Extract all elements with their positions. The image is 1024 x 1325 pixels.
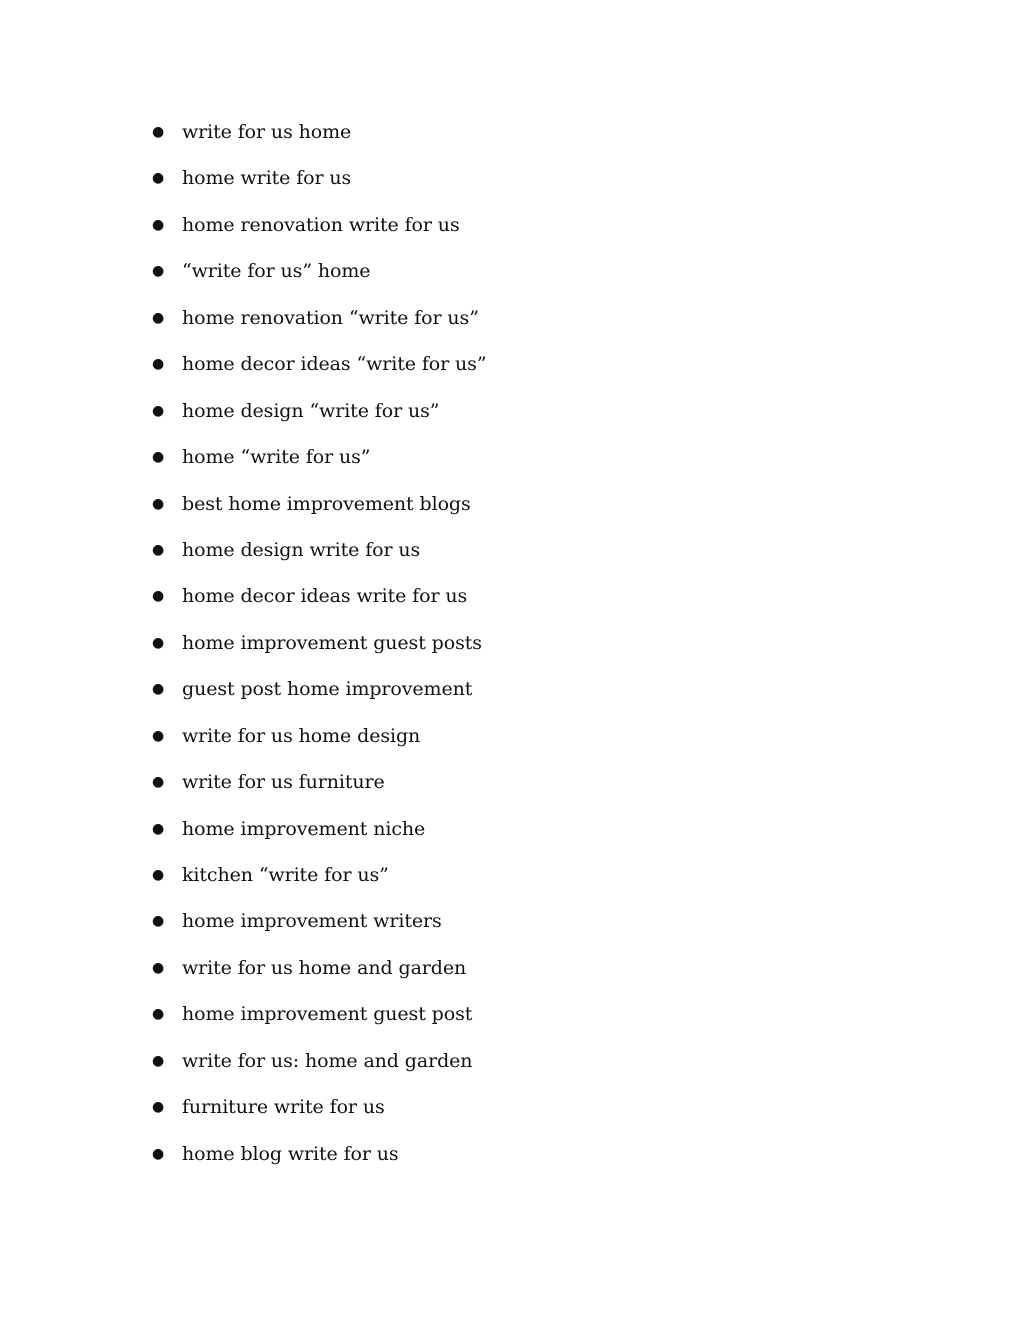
list-item-text: home design “write for us” bbox=[182, 399, 440, 422]
list-item bbox=[150, 304, 850, 350]
list-item-text: home improvement guest post bbox=[182, 1003, 473, 1026]
list-item-text: “write for us” home bbox=[182, 260, 371, 283]
bullet-icon: ● bbox=[152, 263, 165, 280]
list-item bbox=[150, 582, 850, 628]
bullet-icon: ● bbox=[152, 402, 165, 419]
list-item-text: home improvement writers bbox=[182, 910, 442, 933]
list-item bbox=[150, 490, 850, 536]
list-item-text: home write for us bbox=[182, 167, 352, 190]
list-item-text: home renovation write for us bbox=[182, 213, 460, 236]
list-item-text: home “write for us” bbox=[182, 446, 371, 469]
list-item-text: best home improvement blogs bbox=[182, 492, 471, 515]
list-item-text: home blog write for us bbox=[182, 1142, 399, 1165]
list-item-text: write for us: home and garden bbox=[182, 1049, 473, 1072]
list-item bbox=[150, 1140, 850, 1186]
bullet-icon: ● bbox=[152, 634, 165, 651]
bullet-icon: ● bbox=[152, 681, 165, 698]
list-item-text: home design write for us bbox=[182, 538, 421, 561]
list-item bbox=[150, 722, 850, 768]
bullet-icon: ● bbox=[152, 495, 165, 512]
list-item-text: guest post home improvement bbox=[182, 678, 473, 701]
bullet-icon: ● bbox=[152, 216, 165, 233]
bullet-icon: ● bbox=[152, 1006, 165, 1023]
list-item bbox=[150, 675, 850, 721]
list-item bbox=[150, 443, 850, 489]
list-item-text: home decor ideas write for us bbox=[182, 585, 468, 608]
bullet-icon: ● bbox=[152, 1099, 165, 1116]
list-item bbox=[150, 164, 850, 210]
list-item-text: write for us furniture bbox=[182, 771, 385, 794]
list-item bbox=[150, 1047, 850, 1093]
bullet-icon: ● bbox=[152, 170, 165, 187]
list-item bbox=[150, 1093, 850, 1139]
list-item-text: home improvement guest posts bbox=[182, 631, 482, 654]
list-item bbox=[150, 536, 850, 582]
list-item bbox=[150, 815, 850, 861]
bullet-icon: ● bbox=[152, 541, 165, 558]
bullet-icon: ● bbox=[152, 727, 165, 744]
list-item bbox=[150, 211, 850, 257]
bullet-icon: ● bbox=[152, 309, 165, 326]
list-item-text: home renovation “write for us” bbox=[182, 306, 479, 329]
list-item bbox=[150, 861, 850, 907]
list-item bbox=[150, 954, 850, 1000]
list-item bbox=[150, 118, 850, 164]
list-item bbox=[150, 257, 850, 303]
bullet-icon: ● bbox=[152, 959, 165, 976]
bullet-icon: ● bbox=[152, 1052, 165, 1069]
list-item-text: write for us home design bbox=[182, 724, 421, 747]
bullet-icon: ● bbox=[152, 588, 165, 605]
bullet-icon: ● bbox=[152, 820, 165, 837]
list-item-text: kitchen “write for us” bbox=[182, 864, 389, 886]
list-item bbox=[150, 350, 850, 396]
bullet-icon: ● bbox=[152, 1145, 165, 1162]
bullet-icon: ● bbox=[152, 356, 165, 373]
list-item-text: furniture write for us bbox=[182, 1096, 385, 1119]
bullet-icon: ● bbox=[152, 867, 165, 883]
list-item-text: write for us home and garden bbox=[182, 956, 467, 979]
list-item bbox=[150, 397, 850, 443]
bullet-icon: ● bbox=[152, 449, 165, 466]
list-item-text: home improvement niche bbox=[182, 817, 426, 840]
bullet-icon: ● bbox=[152, 913, 165, 930]
keyword-list bbox=[150, 118, 850, 1186]
list-item bbox=[150, 768, 850, 814]
list-item-text: home decor ideas “write for us” bbox=[182, 353, 487, 376]
bullet-icon: ● bbox=[152, 774, 165, 791]
list-item-text: write for us home bbox=[182, 121, 352, 143]
list-item bbox=[150, 1000, 850, 1046]
list-item bbox=[150, 907, 850, 953]
bullet-icon: ● bbox=[152, 124, 165, 140]
list-item bbox=[150, 629, 850, 675]
